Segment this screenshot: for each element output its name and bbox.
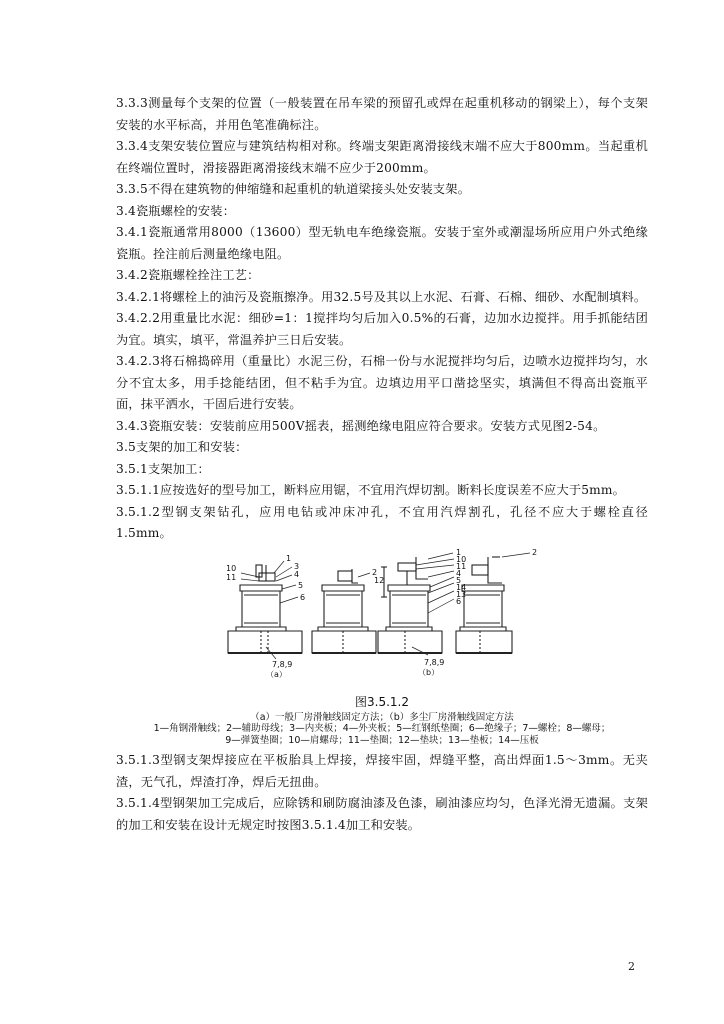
- paragraph-3-5-1-4: 3.5.1.4型钢架加工完成后，应除锈和刷防腐油漆及色漆，刷油漆应均匀，色泽光滑无遗漏。支架的加工和安装在设计无规定时按图3.5.1.4加工和安装。: [116, 796, 648, 832]
- label-a-789: 7,8,9: [272, 659, 293, 669]
- label-b-tag: （b）: [418, 667, 440, 677]
- heading-3-5: 3.5支架的加工和安装：: [116, 440, 248, 454]
- label-b2-2: 2: [532, 547, 538, 557]
- paragraph-3-3-4: 3.3.4支架安装位置应与建筑结构相对称。终端支架距离滑接线末端不应大于800mm。当起重机在终端位置时，滑接器距离滑接线末端不应少于200mm。: [116, 139, 648, 175]
- label-a-6: 6: [300, 592, 306, 602]
- paragraph-3-4-2-1: 3.4.2.1将螺栓上的油污及瓷瓶擦净。用32.5号及其以上水泥、石膏、石棉、细砂、水配制填料。: [116, 289, 647, 304]
- label-a-5: 5: [298, 580, 304, 590]
- label-a-11: 11: [226, 572, 237, 582]
- label-a-1: 1: [286, 553, 292, 563]
- label-a2-2: 2: [372, 567, 378, 577]
- page-number: 2: [628, 960, 635, 973]
- label-b-12: 12: [374, 575, 385, 585]
- figure-legend-line1: 1—角钢滑触线；2—辅助母线；3—内夹板；4—外夹板；5—红钢纸垫圈；6—绝缘子；7—螺栓；8—螺母；: [153, 723, 611, 734]
- label-b-13: 13: [456, 589, 467, 599]
- paragraph-3-3-5: 3.3.5不得在建筑物的伸缩缝和起重机的轨道梁接头处安装支架。: [116, 182, 471, 196]
- label-b-789: 7,8,9: [424, 657, 445, 667]
- heading-3-4-2: 3.4.2瓷瓶螺栓拴注工艺：: [116, 268, 260, 282]
- insulator-b1: [378, 557, 442, 653]
- label-a-4: 4: [294, 569, 300, 579]
- insulator-drawing: [116, 547, 648, 692]
- label-a-tag: （a）: [266, 669, 287, 679]
- label-b-4: 4: [456, 568, 462, 578]
- heading-3-4: 3.4瓷瓶螺栓的安装：: [116, 203, 236, 218]
- figure-caption: （a）一般厂房滑触线固定方法；（b）多尘厂房滑触线固定方法: [250, 711, 514, 723]
- insulator-b2: [456, 554, 512, 653]
- paragraph-3-5-1-1: 3.5.1.1应按选好的型号加工，断料应用锯，不宜用汽焊切割。断料长度误差不应大于5mm。: [116, 483, 626, 497]
- figure-legend-line2: 9—弹簧垫圈；10—肩螺母；11—垫圈；12—垫块；13—垫板；14—压板: [225, 734, 539, 746]
- label-a-3: 3: [294, 561, 300, 571]
- paragraph-3-3-3: 3.3.3测量每个支架的位置（一般装置在吊车梁的预留孔或焊在起重机移动的钢梁上），每个支架安装的水平标高，并用色笔准确标注。: [116, 96, 648, 132]
- label-b-6: 6: [456, 596, 462, 606]
- paragraph-3-4-3: 3.4.3瓷瓶安装：安装前应用500V摇表，摇测绝缘电阻应符合要求。安装方式见图2-54。: [116, 418, 606, 433]
- paragraph-3-4-1: 3.4.1瓷瓶通常用8000（13600）型无轨电车绝缘瓷瓶。安装于室外或潮湿场所应用户外式绝缘瓷瓶。拴注前后测量绝缘电阻。: [116, 225, 648, 261]
- label-b-10: 10: [456, 554, 467, 564]
- insulator-a2: [312, 569, 376, 653]
- after-figure-text: [116, 750, 648, 836]
- paragraph-3-4-2-3: 3.4.2.3将石棉捣碎用（重量比）水泥三份，石棉一份与水泥搅拌均匀后，边喷水边搅拌均匀，水分不宜太多，用手捻能结团，但不粘手为宜。边填边用平口凿捻坚实，填满但不得高出瓷瓶平面，抹平洒水，干固后进行安装。: [116, 354, 648, 411]
- insulator-a1: [228, 565, 302, 653]
- label-b-14: 14: [456, 582, 467, 592]
- paragraph-3-5-1-2: 3.5.1.2型钢支架钻孔，应用电钻或冲床冲孔，不宜用汽焊割孔，孔径不应大于螺栓直径1.5mm。: [116, 504, 648, 540]
- insulator-figure: [116, 547, 648, 692]
- paragraph-3-4-2-2: 3.4.2.2用重量比水泥：细砂=1：1搅拌均匀后加入0.5%的石膏，边加水边搅拌。用手抓能结团为宜。填实，填平，常温养护三日后安装。: [116, 311, 648, 347]
- label-b-11: 11: [456, 561, 467, 571]
- heading-3-5-1: 3.5.1支架加工：: [116, 461, 210, 476]
- label-b-1: 1: [456, 547, 462, 557]
- label-b-5: 5: [456, 575, 462, 585]
- paragraph-3-5-1-3: 3.5.1.3型钢支架焊接应在平板胎具上焊接，焊接牢固，焊缝平整，高出焊面1.5～3mm。无夹渣，无气孔，焊渣打净，焊后无扭曲。: [116, 753, 648, 789]
- figure-title: 图3.5.1.2: [355, 694, 409, 709]
- label-a-10: 10: [226, 563, 237, 573]
- page-content: [116, 93, 648, 836]
